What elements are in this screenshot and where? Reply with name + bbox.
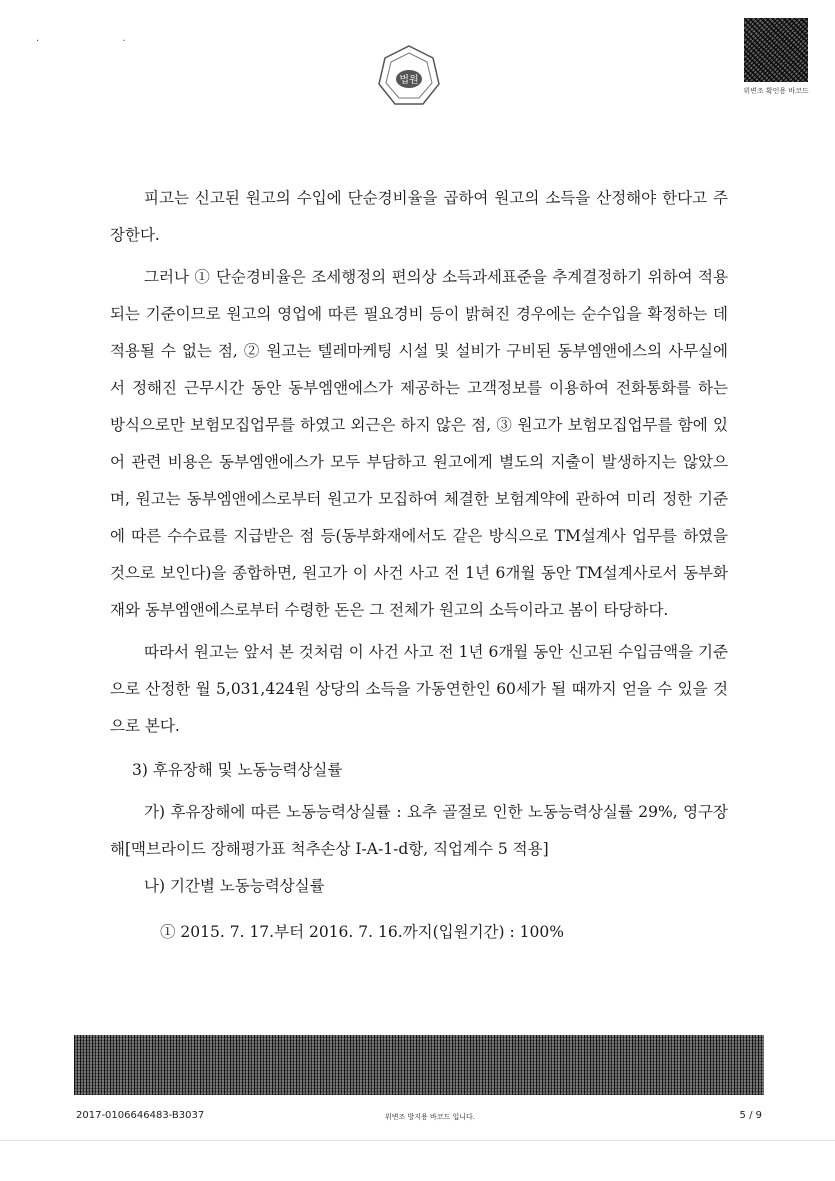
paragraph-rebuttal: 그러나 ① 단순경비율은 조세행정의 편의상 소득과세표준을 추계결정하기 위하여 적용되는 기준이므로 원고의 영업에 따른 필요경비 등이 밝혀진 경우에는 순수입을 확정하는 데 적용될 수 없는 점, ② 원고는 텔레마케팅 시설 및 설비가 구비된 동부엠앤에스의 사무실에서 정해진 근무시간 동안 동부엠앤에스가 제공하는 고객정보를 이용하여 전화통화를 하는 방식으로만 보험모집업무를 하였고 외근은 하지 않은 점, ③ 원고가 보험모집업무를 함에 있어 관련 비용은 동부엠앤에스가 모두 부담하고 원고에게 별도의 지출이 발생하지는 않았으며, 원고는 동부엠앤에스로부터 원고가 모집하여 체결한 보험계약에 관하여 미리 정한 기준에 따른 수수료를 지급받은 점 등(동부화재에서도 같은 방식으로 TM설계사 업무를 하였을 것으로 보인다)을 종합하면, 원고가 이 사건 사고 전 1년 6개월 동안 TM설계사로서 동부화재와 동부엠앤에스로부터 수령한 돈은 그 전체가 원고의 소득이라고 봄이 타당하다. — [110, 268, 728, 619]
verification-qr-code — [744, 18, 808, 82]
anti-forgery-barcode — [74, 1035, 764, 1095]
item-hospital-period: ① 2015. 7. 17.부터 2016. 7. 16.까지(입원기간) : 100% — [160, 923, 564, 941]
document-body — [110, 180, 728, 951]
item-period-rate: 나) 기간별 노동능력상실률 — [144, 877, 325, 895]
court-emblem-icon — [377, 44, 441, 108]
paragraph-defendant-claim: 피고는 신고된 원고의 수입에 단순경비율을 곱하여 원고의 소득을 산정해야 한다고 주장한다. — [110, 189, 728, 244]
page-divider — [0, 1140, 835, 1141]
qr-caption: 위변조 확인용 바코드 — [743, 87, 809, 95]
scan-specks: · · — [36, 36, 166, 47]
emblem-label: 법원 — [399, 75, 419, 86]
document-number: 2017-0106646483-B3037 — [76, 1110, 205, 1121]
page-number: 5 / 9 — [739, 1110, 762, 1121]
section-heading: 3) 후유장해 및 노동능력상실률 — [132, 761, 343, 779]
barcode-caption: 위변조 방지용 바코드 입니다. — [384, 1113, 476, 1121]
item-disability-rate: 가) 후유장해에 따른 노동능력상실률 : 요추 골절로 인한 노동능력상실률 29%, 영구장해[맥브라이드 장해평가표 척추손상 Ⅰ-A-1-d항, 직업계수 5 적용] — [110, 803, 728, 858]
paragraph-conclusion: 따라서 원고는 앞서 본 것처럼 이 사건 사고 전 1년 6개월 동안 신고된 수입금액을 기준으로 산정한 월 5,031,424원 상당의 소득을 가동연한인 60세가 될 때까지 얻을 수 있을 것으로 본다. — [110, 643, 728, 735]
